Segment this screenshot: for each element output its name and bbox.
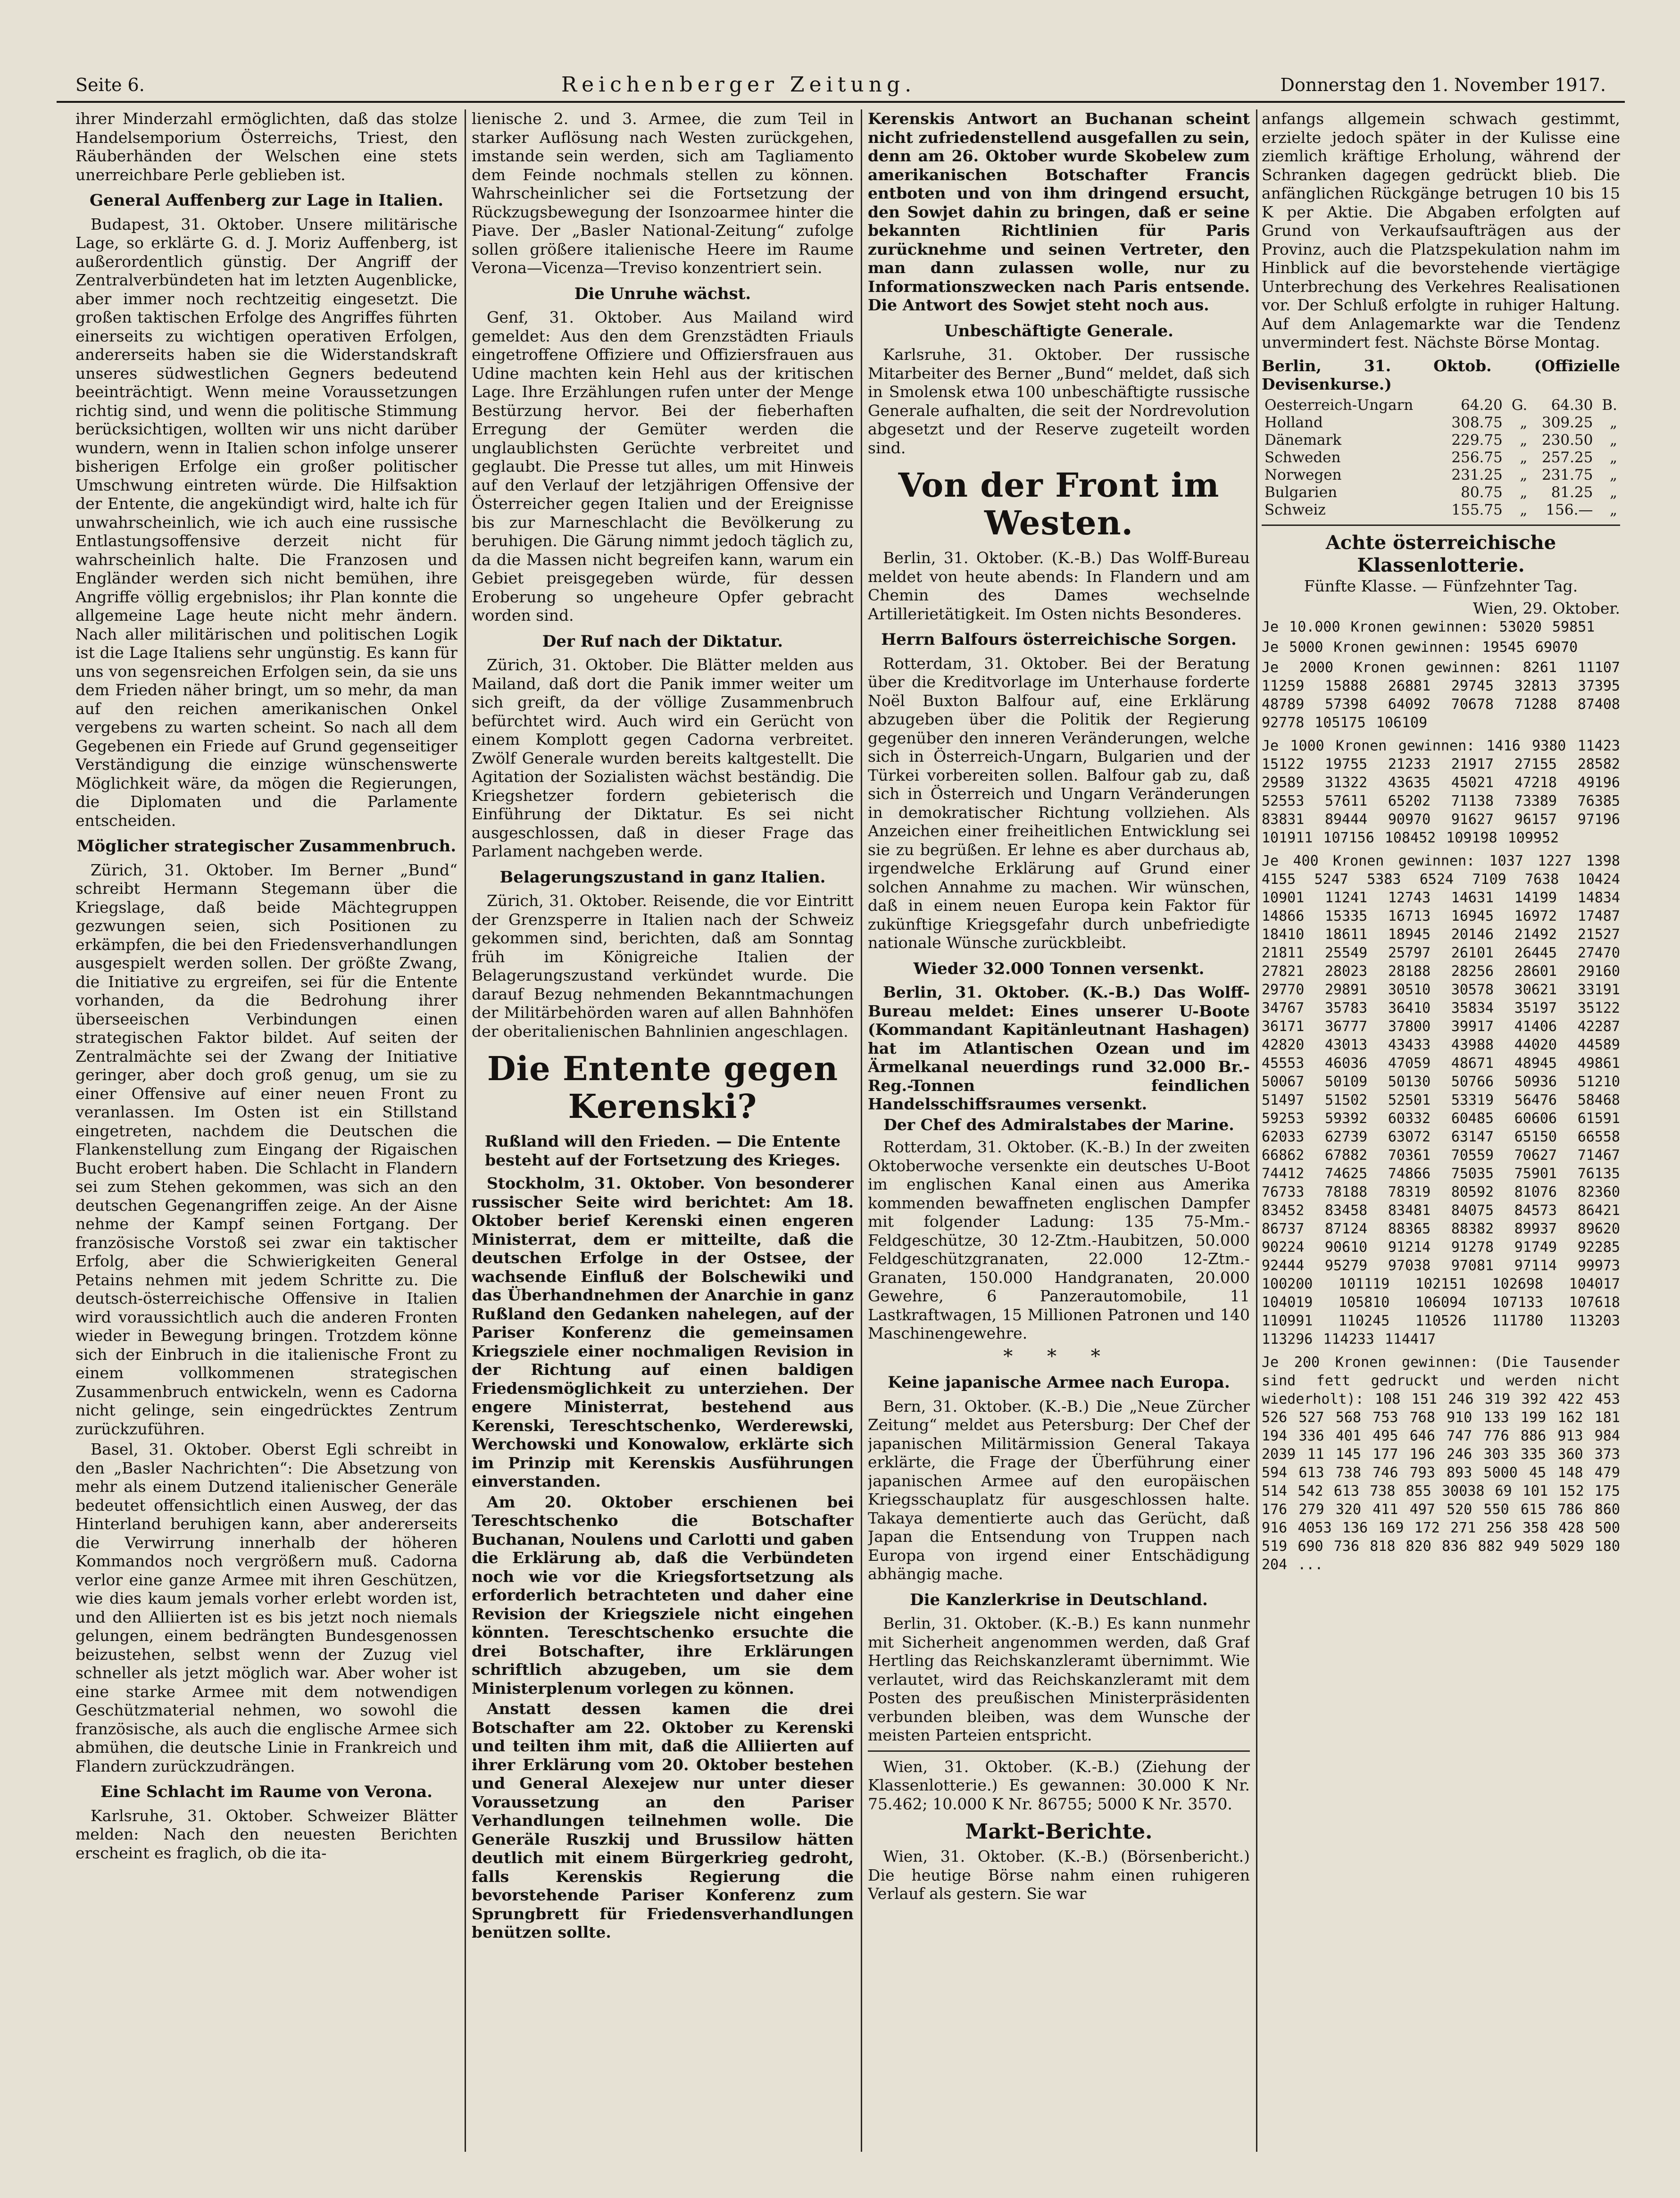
lottery-2000: Je 2000 Kronen gewinnen: 8261 11107 11259 15888 26881 29745 32813 37395 48789 57398 64092 70678 71288 87408 92778 105175 106109	[1262, 659, 1620, 731]
article-heading: Möglicher strategischer Zusammenbruch.	[76, 837, 457, 856]
section-separator: * * *	[1003, 1345, 1114, 1367]
exchange-rate-b: 309.25	[1541, 414, 1593, 431]
lottery-5000: Je 5000 Kronen gewinnen: 19545 69070	[1262, 639, 1578, 656]
lottery-1000: Je 1000 Kronen gewinnen: 1416 9380 11423 15122 19755 21233 21917 27155 28582 29589 31322 43635 45021 47218 49196 52553 57611 65202 71138 73389 76385 83831 89444 90970 91627 96157 97196 101911 107156 108452 109198 109952	[1262, 737, 1620, 846]
article-signature: Der Chef des Admiralstabes der Marine.	[883, 1115, 1234, 1134]
article-heading: General Auffenberg zur Lage in Italien.	[89, 191, 444, 210]
exchange-rate-name: Bulgarien	[1264, 483, 1338, 501]
newspaper-page	[57, 71, 1625, 2165]
article-text: Anstatt dessen kamen die drei Botschafter am 22. Oktober zu Kerenski und teilten ihm mit, daß die Alliierten auf ihrer Erklärung vom 20. Oktober bestehen und General Alexejew nur unter dieser Voraussetzung an den Pariser Verhandlungen teilnehmen wolle. Die Generäle Ruszkij und Brussilow hätten deutlich mit einem Bürgerkrieg gedroht, falls Kerenskis Regierung die bevorstehende Pariser Konferenz zum Sprungbrett für Friedensverhandlungen benützen sollte.	[472, 1699, 854, 1941]
exchange-rate-a: 80.75	[1461, 483, 1503, 501]
article-text: Wien, 31. Oktober. (K.-B.) (Ziehung der Klassenlotterie.) Es gewannen: 30.000 K Nr. 75.462; 10.000 K Nr. 86755; 5000 K Nr. 3570.	[868, 1757, 1250, 1813]
column-rule	[465, 109, 466, 2152]
exchange-rate-row	[1262, 432, 1620, 449]
lottery-title: Achte österreichische Klassenlotterie.	[1325, 531, 1556, 576]
exchange-rate-a: 256.75	[1451, 449, 1503, 466]
exchange-rate-row	[1262, 484, 1620, 501]
exchange-rate-bb: „	[1609, 449, 1617, 466]
lottery-10000: Je 10.000 Kronen gewinnen: 53020 59851	[1262, 618, 1595, 635]
subheadline-entente: Rußland will den Frieden. — Die Entente besteht auf der Fortsetzung des Krieges.	[484, 1132, 841, 1169]
exchange-rate-g: „	[1520, 414, 1528, 431]
issue-date: Donnerstag den 1. November 1917.	[1280, 75, 1606, 95]
masthead	[57, 71, 1625, 99]
article-text: Genf, 31. Oktober. Aus Mailand wird gemeldet: Aus den dem Grenzstädten Friauls eingetroffene Offiziere und Offiziersfrauen aus Udine machten kein Hehl aus der kritischen Lage. Ihre Erzählungen rufen unter der Menge Bestürzung hervor. Bei der fieberhaften Erregung der Gemüter werden die unglaublichsten Gerüchte verbreitet und geglaubt. Die Presse tut alles, um mit Hinweis auf den Verlauf der letzjährigen Offensive der Österreicher gegen Italien und der Ereignisse bis zur Marneschlacht die Bevölkerung zu beruhigen. Die Gärung nimmt jedoch täglich zu, da die Massen nicht begreifen kann, warum ein Gebiet preisgegeben würde, für dessen Eroberung so ungeheure Opfer gebracht worden sind.	[472, 308, 854, 624]
exchange-rate-a: 231.25	[1451, 466, 1503, 483]
lottery-400: Je 400 Kronen gewinnen: 1037 1227 1398 4155 5247 5383 6524 7109 7638 10424 10901 11241 12743 14631 14199 14834 14866 15335 16713 16945 16972 17487 18410 18611 18945 20146 21492 21527 21811 25549 25797 26101 26445 27470 27821 28023 28188 28256 28601 29160 29770 29891 30510 30578 30621 33191 34767 35783 36410 35834 35197 35122 36171 36777 37800 39917 41406 42287 42820 43013 43433 43988 44020 44589 45553 46036 47059 48671 48945 49861 50067 50109 50130 50766 50936 51210 51497 51502 52501 53319 56476 58468 59253 59392 60332 60485 60606 61591 62033 62739 63072 63147 65150 66558 66862 67882 70361 70559 70627 71467 74412 74625 74866 75035 75901 76135 76733 78188 78319 80592 81076 82360 83452 83458 83481 84075 84573 86421 86737 87124 88365 88382 89937 89620 90224 90610 91214 91278 91749 92285 92444 95279 97038 97081 97114 99973 100200 101119 102151 102698 104017 104019 105810 106094 107133 107618 110991 110245 110526 111780 113203 113296 114233 114417	[1262, 852, 1620, 1348]
exchange-rate-name: Norwegen	[1264, 466, 1342, 483]
column-rule	[861, 109, 862, 2152]
article-text: anfangs allgemein schwach gestimmt, erzielte jedoch später in der Kulisse eine ziemlich kräftige Erholung, während der Schranken dagegen gedrückt blieb. Die anfänglichen Rückgänge betrugen 10 bis 15 K per Aktie. Die Abgaben erfolgten auf Grund von Verkaufsaufträgen aus der Provinz, auch die Platzspekulation nahm im Hinblick auf die bevorstehende viertägige Unterbrechung des Verkehres Realisationen vor. Der Schluß erfolgte in ruhiger Haltung. Auf dem Anlagemarkte war die Tendenz unvermindert fest. Nächste Börse Montag.	[1262, 109, 1620, 351]
exchange-rate-b: 156.—	[1546, 501, 1593, 518]
article-text: Zürich, 31. Oktober. Im Berner „Bund“ schreibt Hermann Stegemann über die Kriegslage, daß beide Mächtegruppen gezwungen seien, sich Positionen zu erkämpfen, die bei den Friedensverhandlungen ausgespielt werden sollen. Der größte Zwang, die Initiative zu ergreifen, sei für die Entente vorhanden, da die Bedrohung ihrer überseeischen Verbindungen einen strategischen Faktor bildet. Auf seiten der Zentralmächte sei der Zwang der Initiative geringer, aber doch groß genug, um sie zu einer Offensive auf einer neuen Front zu veranlassen. Im Osten ist ein Stillstand eingetreten, nachdem die Deutschen die Flankenstellung zum Eingang der Rigaischen Bucht erobert haben. Die Schlacht in Flandern sei zum Stehen gekommen, was sich an den deutschen Gegenangriffen zeige. An der Aisne nehme der Kampf seinen Fortgang. Der französische Vorstoß sei zwar ein taktischer Erfolg, aber die Schwierigkeiten General Petains nehmen mit jedem Schritte zu. Die deutsch-österreichische Offensive in Italien wird voraussichtlich auch die anderen Fronten wieder in Bewegung bringen. Trotzdem könne sich der Einbruch in die italienische Front zu einem vollkommenen strategischen Zusammenbruch entwickeln, wenn es Cadorna nicht gelinge, sein eingedrücktes Zentrum zurückzuführen.	[75, 860, 457, 1438]
exchange-rate-a: 229.75	[1451, 431, 1503, 449]
exchange-rate-b: 64.30	[1551, 396, 1593, 414]
article-text: Berlin, 31. Oktober. (K.-B.) Es kann nunmehr mit Sicherheit angenommen werden, daß Graf Hertling das Reichskanzleramt übernimmt. Wie verlautet, wird das Reichskanzleramt mit dem Posten des preußischen Ministerpräsidenten verbunden bleiben, was dem Wunsche der meisten Parteien entspricht.	[868, 1614, 1250, 1744]
kurse-title: Berlin, 31. Oktob. (Offizielle Devisenkurse.)	[1262, 356, 1620, 393]
exchange-rate-b: 231.75	[1541, 466, 1593, 483]
exchange-rate-bb: „	[1609, 466, 1617, 483]
article-text: Basel, 31. Oktober. Oberst Egli schreibt in den „Basler Nachrichten“: Die Absetzung von mehr als einem Dutzend italienischer Generäle bedeutet offensichtlich einen Ausweg, der das Hinterland beruhigen kann, aber andererseits die Verwirrung innerhalb der höheren Kommandos noch vergrößern muß. Cadorna verlor eine ganze Armee mit ihren Geschützen, wie dies kaum jemals vorher erlebt worden ist, und den Alliierten ist es bis jetzt noch niemals gelungen, einem bedrängten Bundesgenossen beizustehen, selbst wenn der Zuzug viel schneller als jetzt möglich war. Aber woher ist eine starke Armee mit dem notwendigen Geschützmaterial nehmen, wo sowohl die französische, als auch die englische Armee sich abmühen, die deutsche Linie in Frankreich und Flandern zurückzudrängen.	[75, 1440, 457, 1775]
exchange-rate-row	[1262, 414, 1620, 432]
exchange-rate-bb: „	[1609, 501, 1617, 518]
article-text: Berlin, 31. Oktober. (K.-B.) Das Wolff-Bureau meldet von heute abends: In Flandern und am Chemin des Dames wechselnde Artillerietätigkeit. Im Osten nichts Besonderes.	[868, 549, 1250, 623]
article-heading: Die Unruhe wächst.	[574, 284, 751, 303]
column-2	[472, 109, 854, 2152]
lottery-date: Wien, 29. Oktober.	[1472, 599, 1620, 617]
article-text: Kerenskis Antwort an Buchanan scheint nicht zufriedenstellend ausgefallen zu sein, denn am 26. Oktober wurde Skobelew zum amerikanischen Botschafter Francis entboten und von ihm dringend ersucht, den Sowjet dahin zu bringen, daß er seine bekannten Richtlinien für Paris zurücknehme und seinen Vertreter, den man dann zulassen wolle, nur zu Informationszwecken nach Paris entsende. Die Antwort des Sowjet steht noch aus.	[868, 109, 1250, 314]
lottery-200: Je 200 Kronen gewinnen: (Die Tausender sind fett gedruckt und werden nicht wiederholt): 108 151 246 319 392 422 453 526 527 568 753 768 910 133 199 162 181 194 336 401 495 646 747 776 886 913 984 2039 11 145 177 196 246 303 335 360 373 594 613 738 746 793 893 5000 45 148 479 514 542 613 738 855 30038 69 101 152 175 176 279 320 411 497 520 550 615 786 860 916 4053 136 169 172 271 256 358 428 500 519 690 736 818 820 836 882 949 5029 180 204 ...	[1262, 1354, 1620, 1573]
article-heading: Unbeschäftigte Generale.	[944, 321, 1173, 341]
exchange-rate-bb: B.	[1602, 396, 1617, 414]
article-heading: Herrn Balfours österreichische Sorgen.	[881, 630, 1237, 649]
exchange-rate-g: „	[1520, 431, 1528, 449]
exchange-rate-g: „	[1520, 501, 1528, 518]
exchange-rate-a: 64.20	[1461, 396, 1503, 414]
page-number: Seite 6.	[75, 75, 145, 95]
exchange-rate-row	[1262, 397, 1620, 414]
column-4	[1262, 109, 1620, 2152]
section-heading-markt: Markt-Berichte.	[965, 1820, 1153, 1844]
exchange-rate-name: Holland	[1264, 414, 1323, 431]
article-text: Bern, 31. Oktober. (K.-B.) Die „Neue Zürcher Zeitung“ meldet aus Petersburg: Der Chef der japanischen Militärmission General Takaya erklärte, die Frage der Überführung einer japanischen Armee auf den europäischen Kriegsschauplatz für ausgeschlossen halte. Takaya dementierte auch das Gerücht, daß Japan die Entsendung von Truppen nach Europa von irgend einer Entschädigung abhängig mache.	[868, 1397, 1250, 1583]
article-text: Zürich, 31. Oktober. Reisende, die vor Eintritt der Grenzsperre in Italien nach der Schweiz gekommen sind, berichten, daß am Sonntag früh im Königreiche Italien der Belagerungszustand verkündet wurde. Die darauf Bezug nehmenden Bekanntmachungen der Militärbehörden waren auf allen Bahnhöfen der oberitalienischen Bahnlinien angeschlagen.	[472, 891, 854, 1041]
article-text: Am 20. Oktober erschienen bei Tereschtschenko die Botschafter Buchanan, Noulens und Carlotti und gaben die Erklärung ab, daß die Verbündeten noch wie vor die Kriegsfortsetzung als erforderlich betrachteten und daher eine Revision der Kriegsziele nicht eingehen könnten. Tereschtschenko ersuchte die drei Botschafter, ihre Erklärungen schriftlich abzugeben, um sie dem Ministerplenum vorlegen zu können.	[472, 1492, 854, 1698]
column-rule	[1256, 109, 1257, 2152]
column-3	[868, 109, 1250, 2152]
exchange-rate-g: G.	[1511, 396, 1528, 414]
exchange-rate-bb: „	[1609, 483, 1617, 501]
article-text: Rotterdam, 31. Oktober. (K.-B.) In der zweiten Oktoberwoche versenkte ein deutsches U-Boot im englischen Kanal einen aus Amerika kommenden bewaffneten englischen Dampfer mit folgender Ladung: 135 75-Mm.-Feldgeschütze, 30 12-Ztm.-Haubitzen, 50.000 Feldgeschützgranaten, 22.000 12-Ztm.-Granaten, 150.000 Handgranaten, 20.000 Gewehre, 6 Panzerautomobile, 11 Lastkraftwagen, 15 Millionen Patronen und 140 Maschinengewehre.	[868, 1138, 1250, 1342]
exchange-rate-row	[1262, 449, 1620, 466]
exchange-rate-b: 257.25	[1541, 449, 1593, 466]
article-text: Karlsruhe, 31. Oktober. Der russische Mitarbeiter des Berner „Bund“ meldet, daß sich in Smolensk etwa 100 unbeschäftigte russische Generale aufhalten, die seit der Nordrevolution abgesetzt und der Reserve zugeteilt worden sind.	[868, 345, 1250, 457]
divider	[868, 1750, 1250, 1752]
exchange-rate-a: 155.75	[1451, 501, 1503, 518]
headline-westen: Von der Front im Westen.	[898, 466, 1220, 542]
exchange-rate-g: „	[1520, 449, 1528, 466]
article-text: ihrer Minderzahl ermöglichten, daß das stolze Handelsemporium Österreichs, Triest, den Räuberhänden der Welschen eine stets unerreichbare Perle geblieben ist.	[75, 109, 457, 184]
article-text: lienische 2. und 3. Armee, die zum Teil in starker Auflösung nach Westen zurückgehen, imstande sein werden, sich am Tagliamento dem Feinde nochmals stellen zu können. Wahrscheinlicher sei die Fortsetzung der Rückzugsbewegung der Isonzoarmee hinter die Piave. Der „Basler National-Zeitung“ zufolge sollen größere italienische Heere im Raume Verona—Vicenza—Treviso konzentriert sein.	[472, 109, 854, 277]
divider	[1262, 525, 1620, 526]
article-text: Stockholm, 31. Oktober. Von besonderer russischer Seite wird berichtet: Am 18. Oktober berief Kerenski einen engeren Ministerrat, dem er mitteilte, daß die deutschen Erfolge in der Ostsee, der wachsende Einfluß der Bolschewiki und das Überhandnehmen der Anarchie in ganz Rußland den Gedanken nahelegen, auf der Pariser Konferenz die gemeinsamen Kriegsziele einer nochmaligen Revision in der Richtung auf einen baldigen Friedensmöglichkeit zu unterziehen. Der engere Ministerrat, bestehend aus Kerenski, Tereschtschenko, Werderewski, Werchowski und Konowalow, erklärte sich im Prinzip mit Kerenskis Ausführungen einverstanden.	[472, 1174, 854, 1490]
article-heading: Belagerungszustand in ganz Italien.	[499, 867, 826, 887]
article-text: Berlin, 31. Oktober. (K.-B.) Das Wolff-Bureau meldet: Eines unserer U-Boote (Kommandant Kapitänleutnant Hashagen) hat im Atlantischen Ozean und im Ärmelkanal neuerdings rund 32.000 Br.-Reg.-Tonnen feindlichen Handelsschiffsraumes versenkt.	[868, 983, 1250, 1113]
exchange-rate-row	[1262, 501, 1620, 519]
exchange-rate-g: „	[1520, 466, 1528, 483]
exchange-rate-g: „	[1520, 483, 1528, 501]
exchange-rate-table	[1262, 397, 1620, 519]
exchange-rate-row	[1262, 466, 1620, 484]
exchange-rate-a: 308.75	[1451, 414, 1503, 431]
article-heading: Eine Schlacht im Raume von Verona.	[100, 1782, 432, 1801]
article-text: Zürich, 31. Oktober. Die Blätter melden aus Mailand, daß dort die Panik immer weiter um sich greift, da der völlige Zusammenbruch befürchtet wird. Auch wird ein Gerücht von einem Komplott gegen Cadorna verbreitet. Zwölf Generale wurden bereits kaltgestellt. Die Agitation der Sozialisten wächst beständig. Die Kriegshetzer fordern gebieterisch die Einführung der Diktatur. Es sei nicht ausgeschlossen, daß in dieser Frage das Parlament nachgeben werde.	[472, 656, 854, 860]
exchange-rate-name: Oesterreich-Ungarn	[1264, 396, 1414, 414]
headline-entente: Die Entente gegen Kerenski?	[487, 1049, 839, 1126]
exchange-rate-name: Schweiz	[1264, 501, 1326, 518]
column-1	[75, 109, 457, 2152]
masthead-rule	[57, 101, 1625, 103]
newspaper-title: Reichenberger Zeitung.	[561, 73, 916, 97]
article-heading: Die Kanzlerkrise in Deutschland.	[910, 1590, 1208, 1609]
exchange-rate-name: Dänemark	[1264, 431, 1342, 449]
exchange-rate-bb: „	[1609, 414, 1617, 431]
exchange-rate-b: 81.25	[1551, 483, 1593, 501]
lottery-subtitle: Fünfte Klasse. — Fünfzehnter Tag.	[1304, 576, 1578, 595]
article-text: Karlsruhe, 31. Oktober. Schweizer Blätter melden: Nach den neuesten Berichten erscheint es fraglich, ob die ita-	[75, 1806, 457, 1862]
article-text: Rotterdam, 31. Oktober. Bei der Beratung über die Kreditvorlage im Unterhause forderte Noël Buxton Balfour auf, eine Erklärung abzugeben über die Politik der Regierung gegenüber den inneren Veränderungen, welche sich in Österreich-Ungarn, Bulgarien und der Türkei vorbereiten sollen. Balfour gab zu, daß sich in Österreich und Ungarn Veränderungen in demokratischer Richtung vollziehen. Als Anzeichen einer freiheitlichen Entwicklung sei sie zu begrüßen. Er lehne es aber durchaus ab, irgendwelche Erklärung auf Grund einer solchen Annahme zu machen. Wir wünschen, daß in einem neuen Europa kein Faktor für zukünftige Kriegsgefahr durch unbefriedigte nationale Wünsche zurückbleibt.	[868, 654, 1250, 952]
exchange-rate-bb: „	[1609, 431, 1617, 449]
article-heading: Wieder 32.000 Tonnen versenkt.	[913, 959, 1205, 978]
article-text: Budapest, 31. Oktober. Unsere militärische Lage, so erklärte G. d. J. Moriz Auffenberg, ist außerordentlich günstig. Der Angriff der Zentralverbündeten hat im letzten Augenblicke, aber immer noch rechtzeitig eingesetzt. Die großen taktischen Erfolge des Angriffes führten einerseits zu wichtigen operativen Erfolgen, andererseits haben sie die Widerstandskraft unseres südwestlichen Gegners bedeutend beeinträchtigt. Wenn meine Voraussetzungen richtig sind, und wenn die politische Stimmung berücksichtigen, wollten wir uns nicht darüber wundern, wenn in Italien schon infolge unserer bisherigen Erfolge ein großer politischer Umschwung eintreten würde. Die Hilfsaktion der Entente, die angekündigt wird, halte ich für unwahrscheinlich, wie ich auch eine russische Entlastungsoffensive derzeit nicht für wahrscheinlich halte. Die Franzosen und Engländer werden sich nicht bemühen, ihre Angriffe völlig ergebnislos; ihr Plan konnte die allgemeine Lage heute nicht mehr ändern. Nach aller militärischen und politischen Logik ist die Lage Italiens sehr ungünstig. Es kann für uns von segensreichen Erfolgen sein, da sie uns dem Frieden näher bringt, um so mehr, da man auf den reichen amerikanischen Onkel vergebens zu warten scheint. So nach all dem Gegebenen ein Friede auf Grund gegenseitiger Verständigung die einzige wünschenswerte Möglichkeit wäre, da mögen die Regierungen, die Diplomaten und die Parlamente entscheiden.	[75, 215, 457, 830]
exchange-rate-b: 230.50	[1541, 431, 1593, 449]
exchange-rate-name: Schweden	[1264, 449, 1341, 466]
article-heading: Der Ruf nach der Diktatur.	[542, 632, 783, 651]
article-heading: Keine japanische Armee nach Europa.	[888, 1373, 1230, 1392]
article-text: Wien, 31. Oktober. (K.-B.) (Börsenbericht.) Die heutige Börse nahm einen ruhigeren Verlauf als gestern. Sie war	[868, 1847, 1250, 1903]
